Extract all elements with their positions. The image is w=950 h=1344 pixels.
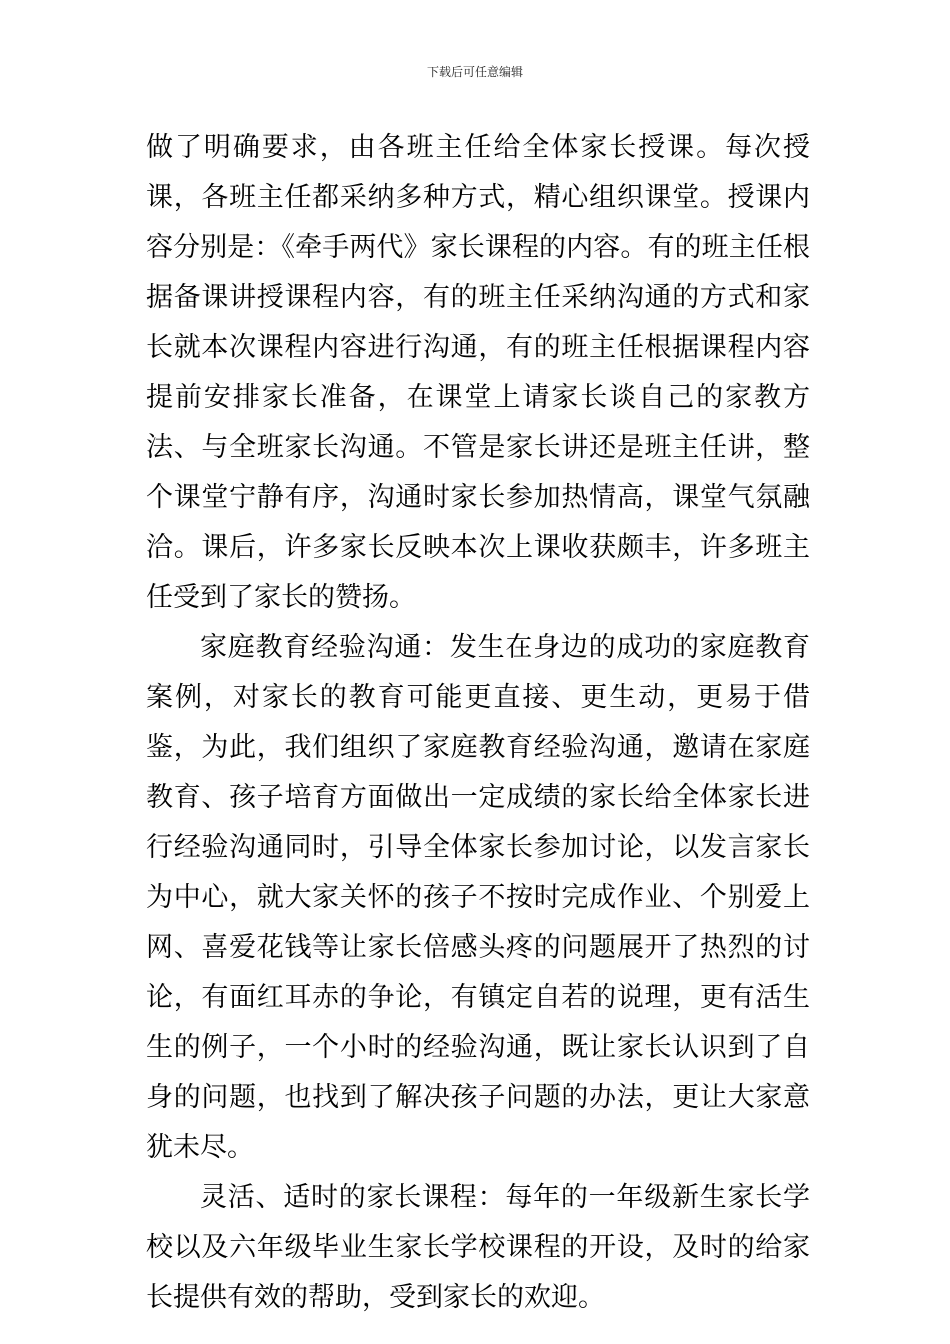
document-body bbox=[146, 123, 810, 1323]
paragraph-experience-exchange: 家庭教育经验沟通：发生在身边的成功的家庭教育案例，对家长的教育可能更直接、更生动，更易于借鉴，为此，我们组织了家庭教育经验沟通，邀请在家庭教育、孩子培育方面做出一定成绩的家长给全体家长进行经验沟通同时，引导全体家长参加讨论，以发言家长为中心，就大家关怀的孩子不按时完成作业、个别爱上网、喜爱花钱等让家长倍感头疼的问题展开了热烈的讨论，有面红耳赤的争论，有镇定自若的说理，更有活生生的例子，一个小时的经验沟通，既让家长认识到了自身的问题，也找到了解决孩子问题的办法，更让大家意犹未尽。 bbox=[146, 632, 810, 1163]
paragraph-flexible-courses: 灵活、适时的家长课程：每年的一年级新生家长学校以及六年级毕业生家长学校课程的开设，及时的给家长提供有效的帮助，受到家长的欢迎。 bbox=[146, 1182, 810, 1313]
paragraph-continued: 做了明确要求，由各班主任给全体家长授课。每次授课，各班主任都采纳多种方式，精心组织课堂。授课内容分别是：《牵手两代》家长课程的内容。有的班主任根据备课讲授课程内容，有的班主任采纳沟通的方式和家长就本次课程内容进行沟通，有的班主任根据课程内容提前安排家长准备，在课堂上请家长谈自己的家教方法、与全班家长沟通。不管是家长讲还是班主任讲，整个课堂宁静有序，沟通时家长参加热情高，课堂气氛融洽。课后，许多家长反映本次上课收获颇丰，许多班主任受到了家长的赞扬。 bbox=[146, 132, 810, 613]
page-header: 下载后可任意编辑 bbox=[426, 65, 523, 79]
